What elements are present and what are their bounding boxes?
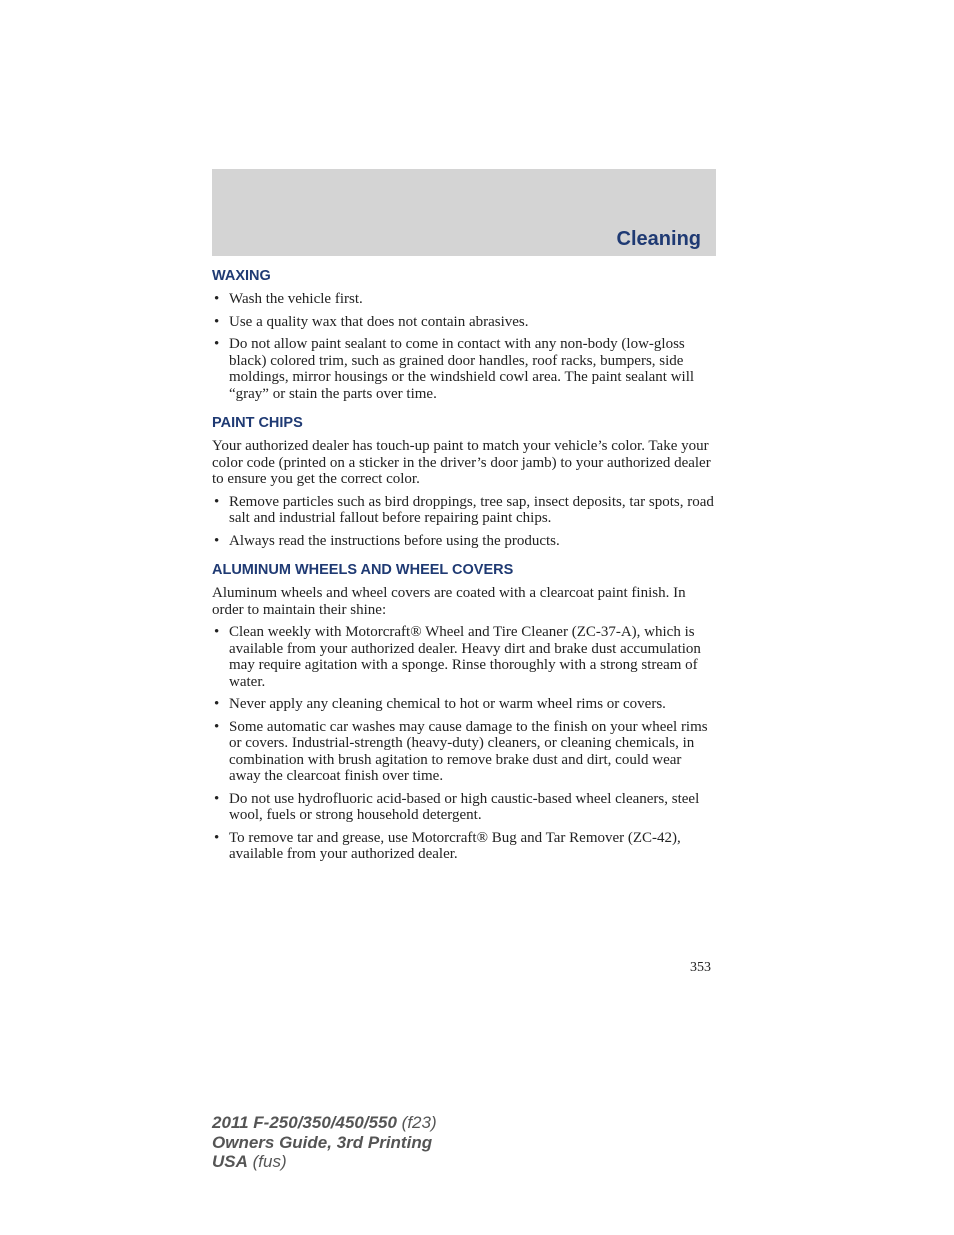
bullet-list	[212, 624, 716, 863]
bullet-icon: •	[214, 829, 220, 846]
footer-line-1: 2011 F-250/350/450/550 (f23)	[212, 1113, 437, 1132]
list-item-text: Remove particles such as bird droppings, tree sap, insect deposits, tar spots, road salt and industrial fallout before repairing paint chips.	[229, 493, 714, 526]
list-item	[212, 830, 716, 863]
list-item	[212, 291, 716, 308]
section	[212, 561, 716, 863]
chapter-title: Cleaning	[616, 228, 701, 250]
bullet-icon: •	[214, 313, 220, 330]
paragraph: Aluminum wheels and wheel covers are coated with a clearcoat paint finish. In order to maintain their shine:	[212, 585, 686, 618]
list-item	[212, 791, 716, 824]
section	[212, 267, 716, 402]
bullet-icon: •	[214, 493, 220, 510]
page-content	[212, 267, 716, 875]
list-item	[212, 533, 716, 550]
list-item-text: Never apply any cleaning chemical to hot or warm wheel rims or covers.	[229, 696, 666, 712]
section-header-band	[212, 169, 716, 256]
list-item-text: To remove tar and grease, use Motorcraft® Bug and Tar Remover (ZC-42), available from your authorized dealer.	[229, 829, 681, 862]
paragraph: Your authorized dealer has touch-up paint to match your vehicle’s color. Take your color code (printed on a sticker in the driver’s door jamb) to your authorized dealer to ensure you get the correct color.	[212, 438, 711, 487]
bullet-icon: •	[214, 336, 220, 352]
list-item	[212, 314, 716, 331]
section-heading: PAINT CHIPS	[212, 415, 303, 431]
page-number: 353	[690, 960, 711, 975]
list-item-text: Some automatic car washes may cause damage to the finish on your wheel rims or covers. Industrial-strength (heavy-duty) cleaners, or cleaning chemicals, in combination with brush agitation to remove brake dust and dirt, could wear away the clearcoat finish over time.	[229, 718, 708, 784]
list-item-text: Do not use hydrofluoric acid-based or high caustic-based wheel cleaners, steel wool, fuels or strong household detergent.	[229, 790, 700, 823]
document-footer	[212, 1113, 437, 1172]
bullet-icon: •	[214, 718, 220, 735]
section-heading: ALUMINUM WHEELS AND WHEEL COVERS	[212, 562, 514, 578]
bullet-icon: •	[214, 624, 220, 640]
list-item	[212, 719, 716, 785]
bullet-icon: •	[214, 790, 220, 807]
list-item-text: Do not allow paint sealant to come in contact with any non-body (low-gloss black) colored trim, such as grained door handles, roof racks, bumpers, side moldings, mirror housings or the windshield cowl area. The paint sealant will “gray” or stain the parts over time.	[229, 336, 695, 402]
section	[212, 414, 716, 549]
list-item	[212, 624, 716, 690]
footer-line-3: USA (fus)	[212, 1152, 287, 1171]
list-item-text: Wash the vehicle first.	[229, 291, 363, 307]
list-item	[212, 696, 716, 713]
section-heading: WAXING	[212, 268, 271, 284]
list-item	[212, 494, 716, 527]
list-item-text: Use a quality wax that does not contain abrasives.	[229, 313, 529, 330]
bullet-icon: •	[214, 532, 220, 549]
bullet-list	[212, 494, 716, 550]
list-item-text: Always read the instructions before using the products.	[229, 532, 560, 549]
list-item	[212, 336, 716, 402]
footer-line-2: Owners Guide, 3rd Printing	[212, 1132, 433, 1152]
bullet-list	[212, 291, 716, 402]
list-item-text: Clean weekly with Motorcraft® Wheel and Tire Cleaner (ZC-37-A), which is available from your authorized dealer. Heavy dirt and brake dust accumulation may require agitation with a sponge. Rinse thoroughly with a strong stream of water.	[229, 624, 701, 690]
bullet-icon: •	[214, 696, 220, 712]
bullet-icon: •	[214, 291, 220, 307]
